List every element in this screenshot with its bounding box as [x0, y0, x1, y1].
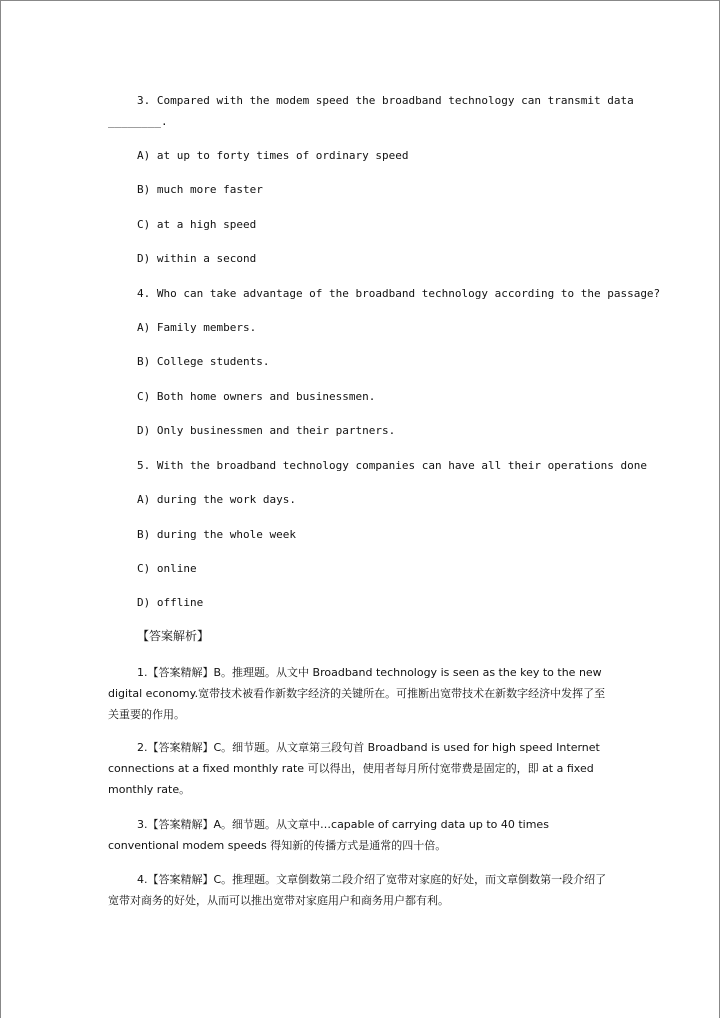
question-4-option-c: C) Both home owners and businessmen.: [137, 390, 376, 403]
answer-3: 3.【答案精解】A。细节题。从文章中…capable of carrying data up to 40 times conventional modem speeds 得知新的传播方式是通常的四十倍。: [108, 818, 549, 852]
answers-heading: 【答案解析】: [137, 629, 210, 643]
answer-2: 2.【答案精解】C。细节题。从文章第三段句首 Broadband is used for high speed Internet connections at a fixed monthly rate 可以得出，使用者每月所付宽带费是固定的，即 at a fixed monthly rate。: [108, 741, 600, 796]
page-border-top: [0, 0, 720, 1]
question-4-option-b: B) College students.: [137, 355, 270, 368]
question-4-stem: 4. Who can take advantage of the broadband technology according to the passage?: [137, 287, 661, 300]
question-4-option-a: A) Family members.: [137, 321, 257, 334]
question-5-option-a: A) during the work days.: [137, 493, 296, 506]
answer-4: 4.【答案精解】C。推理题。文章倒数第二段介绍了宽带对家庭的好处，而文章倒数第一段介绍了宽带对商务的好处，从而可以推出宽带对家庭用户和商务用户都有利。: [108, 873, 607, 907]
page-border-left: [0, 0, 1, 1018]
question-3-option-a: A) at up to forty times of ordinary speed: [137, 149, 409, 162]
question-3-stem: 3. Compared with the modem speed the broadband technology can transmit data: [137, 94, 634, 107]
question-3-option-c: C) at a high speed: [137, 218, 257, 231]
answer-1: 1.【答案精解】B。推理题。从文中 Broadband technology is seen as the key to the new digital economy.宽带技术被看作新数字经济的关键所在。可推断出宽带技术在新数字经济中发挥了至关重要的作用。: [108, 666, 606, 721]
question-4-option-d: D) Only businessmen and their partners.: [137, 424, 396, 437]
question-3-option-d: D) within a second: [137, 252, 257, 265]
question-5-option-c: C) online: [137, 562, 197, 575]
question-3-option-b: B) much more faster: [137, 183, 263, 196]
question-5-stem: 5. With the broadband technology companies can have all their operations done: [137, 459, 647, 472]
question-5-option-b: B) during the whole week: [137, 528, 296, 541]
question-5-option-d: D) offline: [137, 596, 204, 609]
question-3-blank: ________.: [108, 115, 168, 128]
